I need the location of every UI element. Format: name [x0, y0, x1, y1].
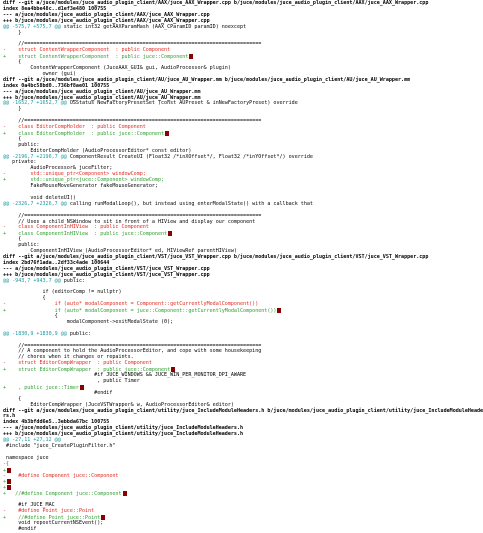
hunk-context: OSStatus NewFactoryPresetSet (const AUPreset & inNewFactoryPreset) override — [66, 100, 298, 107]
diff-line-text: index 8ea4bbe48c..d1ef3e480 100755 — [3, 5, 107, 12]
diff-line-text: //============================================================================== — [3, 212, 262, 219]
trailing-whitespace-marker — [165, 131, 169, 136]
diff-line-text: #if JUCE_WINDOWS && JUCE_WIN_PER_MONITOR_DPI_AWARE — [3, 372, 247, 379]
diff-line-text: namespace juce — [3, 454, 49, 461]
diff-line-text: public: — [3, 141, 40, 148]
trailing-whitespace-marker — [123, 491, 127, 496]
diff-line-text: // A component to hold the AudioProcessorEditor, and cope with some housekeeping — [3, 348, 262, 355]
diff-line-text: --- a/juce/modules/juce_audio_plugin_client/AAX/juce_AAX_Wrapper.cpp — [3, 11, 210, 18]
hunk-context: calling runModalLoop(), but instead using enterModalState() with a callback that — [66, 200, 313, 207]
diff-line-text: @@ -943,7 +943,7 @@ — [3, 277, 61, 284]
trailing-whitespace-marker — [277, 308, 281, 313]
diff-line-text: @@ -27,11 +27,12 @@ — [3, 437, 61, 444]
diff-line-text: @@ -2196,7 +2196,7 @@ — [3, 153, 67, 160]
diff-line-text: EditorCompWrapper (JuceVSTWrapper& w, AudioProcessorEditor& editor) — [3, 401, 234, 408]
diff-line-text: + — [3, 485, 7, 492]
diff-line-text: +++ b/juce/modules/juce_audio_plugin_client/AU/juce_AU_Wrapper.mm — [3, 94, 201, 101]
diff-line-text: - std::unique_ptr<Component> windowComp; — [3, 171, 146, 178]
diff-line-text: #if JUCE_MAC — [3, 502, 55, 509]
hunk-context: public: — [66, 330, 92, 337]
diff-line-text: void repostCurrentNSEvent(); — [3, 519, 104, 526]
diff-line-text: + //#define Component juce::Component — [3, 491, 122, 498]
diff-line-text: + class EditorCompHolder : public juce::Component — [3, 130, 165, 137]
diff-line-text: rs.h — [3, 413, 16, 420]
diff-line-text: modalComponent->exitModalState (0); — [3, 318, 174, 325]
diff-line-text: #endif — [3, 389, 113, 396]
diff-line-text: - struct ContentWrapperComponent : public Component — [3, 47, 171, 54]
trailing-whitespace-marker — [7, 485, 11, 490]
diff-line-text: //============================================================================== — [3, 118, 262, 125]
diff-line-text: -{ — [3, 460, 10, 467]
diff-line-text: index 4b3bfdd6e5..3ebbda67bc 100755 — [3, 419, 110, 426]
diff-line-text: diff --git a/juce/modules/juce_audio_plugin_client/VST/juce_VST_Wrapper.cpp b/juce/modules/juce_audio_plugin_client/VST/juce_VST_Wrapper.cpp — [3, 253, 429, 260]
diff-line-text: , public Timer — [3, 378, 140, 384]
diff-line-text: if (editorComp != nullptr) — [3, 289, 122, 296]
diff-line-text: #include "juce_CreatePluginFilter.h" — [3, 442, 116, 449]
diff-line-text: owner (gui) — [3, 70, 76, 77]
diff-line-text: --- a/juce/modules/juce_audio_plugin_client/utility/juce_IncludeModuleHeaders.h — [3, 425, 244, 432]
diff-line-text: private: — [3, 159, 37, 166]
diff-line-text: + , public juce::Timer — [3, 384, 79, 391]
diff-line-text: @@ -2326,7 +2326,7 @@ — [3, 200, 67, 207]
diff-line-text: { — [3, 59, 22, 66]
diff-line-text: + — [3, 467, 7, 474]
diff-line-text: --- a/juce/modules/juce_audio_plugin_client/AU/juce_AU_Wrapper.mm — [3, 88, 201, 95]
diff-line-text: //============================================================================== — [3, 41, 262, 48]
hunk-context: static int32 getAAXParamHash (AAX_CParamID paramID) noexcept — [60, 23, 247, 30]
diff-line-text: #endif — [3, 525, 37, 532]
diff-line-text: +++ b/juce/modules/juce_audio_plugin_client/utility/juce_IncludeModuleHeaders.h — [3, 431, 244, 438]
diff-line-text: diff --git a/juce/modules/juce_audio_plugin_client/AAX/juce_AAX_Wrapper.cpp b/juce/modules/juce_audio_plugin_client/AAX/juce_AAX_Wrapper.cpp — [3, 0, 429, 6]
diff-line-text: index 0a4bc58bd0..736bf8ae01 100755 — [3, 82, 110, 89]
diff-line-text: //============================================================================== — [3, 342, 262, 349]
diff-line-text: { — [3, 236, 22, 243]
trailing-whitespace-marker — [189, 54, 193, 59]
diff-line-text: EditorCompHolder (AudioProcessorEditor* const editor) — [3, 147, 192, 154]
diff-line-ctx — [3, 527, 444, 533]
diff-line-text: { — [3, 395, 22, 402]
diff-line-text: @@ -575,7 +575,7 @@ — [3, 23, 61, 30]
diff-line-text: - #define Point juce::Point — [3, 507, 95, 514]
hunk-context: public: — [60, 277, 86, 284]
diff-line-text: +++ b/juce/modules/juce_audio_plugin_client/VST/juce_VST_Wrapper.cpp — [3, 271, 210, 278]
diff-line-text: diff --git a/juce/modules/juce_audio_plugin_client/utility/juce_IncludeModuleHeaders.h b/juce/modules/juce_audio_plugin_client/utility/juce_IncludeModuleHeade — [3, 407, 483, 414]
diff-line-text: - struct EditorCompWrapper : public Component — [3, 360, 152, 367]
diff-line-text: + class ComponentInHIView : public juce::Component — [3, 231, 168, 238]
diff-line-meta — [3, 407, 483, 415]
trailing-whitespace-marker — [7, 479, 11, 484]
diff-line-text: index 2bd76f1ada..2df33c4ade 100644 — [3, 259, 110, 266]
diff-line-text: diff --git a/juce/modules/juce_audio_plugin_client/AU/juce_AU_Wrapper.mm b/juce/modules/juce_audio_plugin_client/AU/juce_AU_Wrapper.mm — [3, 76, 411, 83]
diff-line-text: FakeMouseMoveGenerator fakeMouseGenerator; — [3, 183, 158, 190]
diff-line-text: - class EditorCompHolder : public Component — [3, 124, 146, 131]
diff-line-text: + — [3, 479, 7, 486]
diff-line-text: - if (auto* modalComponent = Component::getCurrentlyModalComponent()) — [3, 301, 259, 308]
diff-line-text: ComponentInHIView (AudioProcessorEditor* ed, HIViewRef parentHIView) — [3, 248, 237, 255]
diff-line-text: - #define Component juce::Component — [3, 472, 119, 479]
diff-line-text: // Uses a child NSWindow to sit in front of a HIView and display our component — [3, 218, 256, 225]
diff-line-text: @@ -1652,7 +1652,7 @@ — [3, 100, 67, 107]
diff-line-text: { — [3, 135, 22, 142]
hunk-context: ComponentResult CreateUI (Float32 /*inXOffset*/, Float32 /*inYOffset*/) override — [66, 153, 313, 160]
diff-line-text: + //#define Point juce::Point — [3, 514, 101, 521]
diff-line-text: { — [3, 313, 58, 320]
diff-line-text: +++ b/juce/modules/juce_audio_plugin_client/AAX/juce_AAX_Wrapper.cpp — [3, 17, 210, 24]
diff-line-text: } — [3, 29, 22, 36]
diff-line-text: void deleteUI() — [3, 194, 76, 201]
diff-line-text: AudioProcessor& juceFilter; — [3, 165, 113, 172]
diff-line-text: } — [3, 106, 22, 113]
diff-line-text: --- a/juce/modules/juce_audio_plugin_client/VST/juce_VST_Wrapper.cpp — [3, 265, 210, 272]
diff-line-text: @@ -1830,9 +1830,9 @@ — [3, 330, 67, 337]
diff-line-text: { — [3, 295, 46, 302]
diff-line-text: - class ComponentInHIView : public Component — [3, 224, 149, 231]
diff-line-text: + if (auto* modalComponent = juce::Component::getCurrentlyModalComponent()) — [3, 308, 277, 315]
diff-line-text: ContentWrapperComponent (JuceAAX_GUI& gui, AudioProcessor& plugin) — [3, 64, 231, 71]
diff-line-text: + struct ContentWrapperComponent : public juce::Component — [3, 54, 189, 61]
diff-line-text: + struct EditorCompWrapper : public juce::Component — [3, 367, 171, 374]
diff-line-text: + std::unique_ptr<juce::Component> windowComp; — [3, 177, 165, 184]
diff-line-text: public: — [3, 242, 40, 249]
trailing-whitespace-marker — [168, 231, 172, 236]
diff-line-text: // chores when it changes or repaints. — [3, 354, 134, 361]
